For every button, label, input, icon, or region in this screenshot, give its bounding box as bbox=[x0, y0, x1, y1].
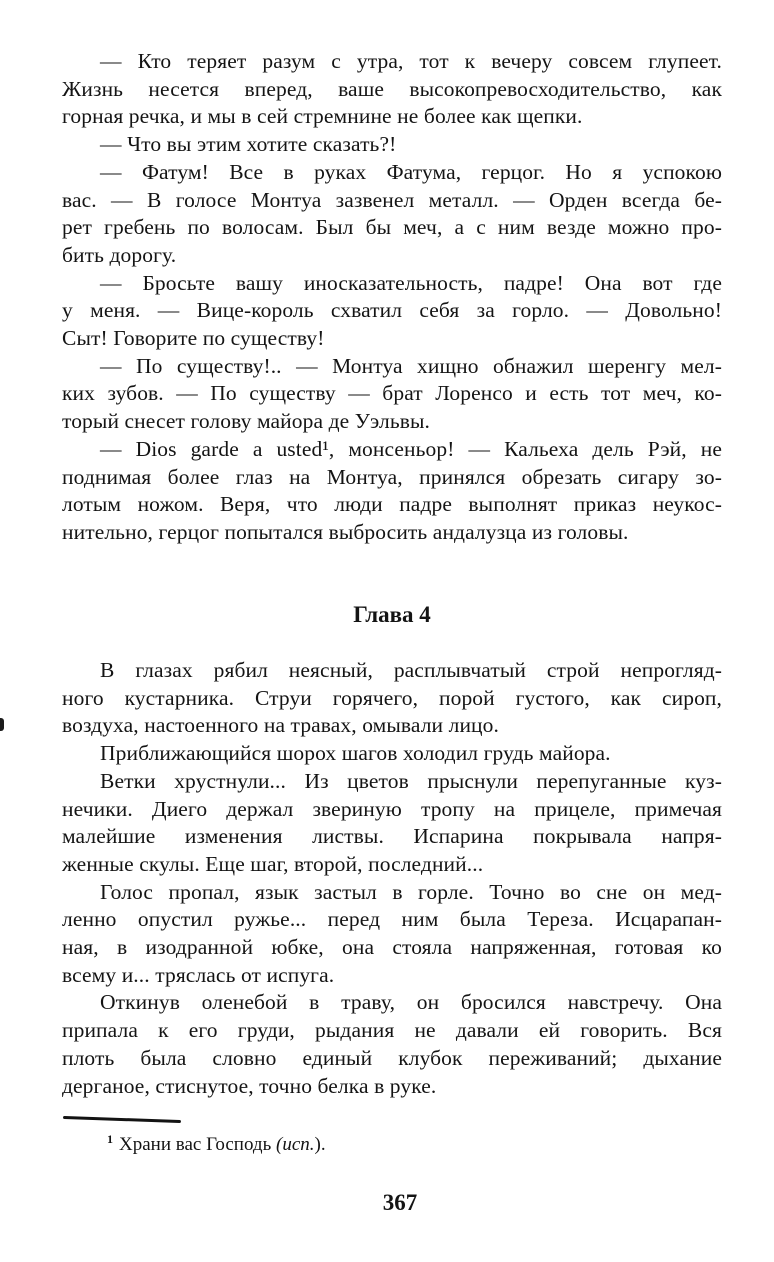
text-line: В глазах рябил неясный, расплывчатый строй непрогляд- bbox=[100, 658, 722, 682]
paragraph bbox=[62, 270, 722, 353]
text-line: — Dios garde a usted¹, монсеньор! — Кальеха дель Рэй, не bbox=[100, 436, 722, 461]
text-line: — Бросьте вашу иносказательность, падре! Она вот где bbox=[100, 270, 722, 295]
text-line: плоть была словно единый клубок переживаний; дыхание bbox=[62, 1045, 722, 1070]
paragraph bbox=[62, 353, 722, 436]
text-line: малейшие изменения листвы. Испарина покрывала напря- bbox=[62, 824, 722, 849]
text-line: лотым ножом. Веря, что люди падре выполнят приказ неукос- bbox=[62, 492, 722, 517]
footnote-closing: ). bbox=[314, 1134, 326, 1155]
text-line: торый снесет голову майора де Уэльвы. bbox=[62, 409, 431, 434]
text-line: Сыт! Говорите по существу! bbox=[62, 326, 325, 351]
chapter-heading: Глава 4 bbox=[353, 602, 431, 627]
footnote-marker: 1 bbox=[107, 1131, 113, 1146]
text-line: Жизнь несется вперед, ваше высокопревосходительство, как bbox=[62, 76, 722, 101]
text-line: — Фатум! Все в руках Фатума, герцог. Но я успокою bbox=[100, 159, 722, 184]
text-line: Приближающийся шорох шагов холодил грудь майора. bbox=[100, 741, 611, 766]
text-line: Голос пропал, язык застыл в горле. Точно во сне он мед- bbox=[100, 879, 722, 904]
text-line: рет гребень по волосам. Был бы меч, а с ним везде можно про- bbox=[62, 215, 722, 240]
text-line: бить дорогу. bbox=[62, 242, 177, 267]
text-line: у меня. — Вице-король схватил себя за горло. — Довольно! bbox=[62, 298, 722, 323]
text-line: ленно опустил ружье... перед ним была Тереза. Исцарапан- bbox=[62, 907, 722, 932]
text-line: поднимая более глаз на Монтуа, принялся обрезать сигару зо- bbox=[62, 464, 722, 489]
paragraph bbox=[62, 657, 722, 740]
paragraph bbox=[62, 436, 722, 547]
paragraph bbox=[62, 879, 722, 990]
text-line: всему и... тряслась от испуга. bbox=[62, 962, 335, 987]
footnote-text: Храни вас Господь bbox=[119, 1134, 277, 1155]
text-line: Ветки хрустнули... Из цветов прыснули перепуганные куз- bbox=[100, 768, 722, 793]
paragraph bbox=[62, 159, 722, 270]
text-line: ких зубов. — По существу — брат Лоренсо и есть тот меч, ко- bbox=[62, 381, 722, 406]
text-block-top bbox=[62, 48, 722, 547]
text-line: нечики. Диего держал звериную тропу на прицеле, примечая bbox=[62, 796, 722, 821]
footnote-separator bbox=[63, 1116, 181, 1123]
paragraph bbox=[62, 768, 722, 879]
footnote bbox=[62, 1132, 722, 1157]
text-line: припала к его груди, рыдания не давали ей говорить. Вся bbox=[62, 1018, 722, 1043]
text-block-bottom bbox=[62, 657, 722, 1100]
scan-edge-artifact bbox=[0, 718, 4, 731]
text-line: вас. — В голосе Монтуа зазвенел металл. — Орден всегда бе- bbox=[62, 187, 722, 212]
paragraph bbox=[62, 989, 722, 1100]
text-line: ная, в изодранной юбке, она стояла напряженная, готовая ко bbox=[62, 935, 722, 960]
text-line: горная речка, и мы в сей стремнине не более как щепки. bbox=[62, 104, 583, 129]
paragraph bbox=[62, 48, 722, 131]
text-line: дерганое, стиснутое, точно белка в руке. bbox=[62, 1073, 437, 1098]
text-line: ного кустарника. Струи горячего, порой густого, как сироп, bbox=[62, 685, 722, 710]
text-line: — По существу!.. — Монтуа хищно обнажил шеренгу мел- bbox=[100, 353, 722, 378]
text-line: — Что вы этим хотите сказать?! bbox=[100, 132, 397, 157]
text-line: нительно, герцог попытался выбросить андалузца из головы. bbox=[62, 519, 629, 544]
paragraph bbox=[62, 131, 722, 159]
text-line: — Кто теряет разум с утра, тот к вечеру совсем глупеет. bbox=[100, 49, 722, 73]
footnote-lang-label: (исп. bbox=[276, 1134, 315, 1155]
text-line: женные скулы. Еще шаг, второй, последний... bbox=[62, 851, 484, 876]
text-line: Откинув оленебой в траву, он бросился навстречу. Она bbox=[100, 990, 722, 1015]
text-line: воздуха, настоенного на травах, омывали лицо. bbox=[62, 713, 499, 738]
paragraph bbox=[62, 740, 722, 768]
page-number: 367 bbox=[382, 1190, 418, 1215]
